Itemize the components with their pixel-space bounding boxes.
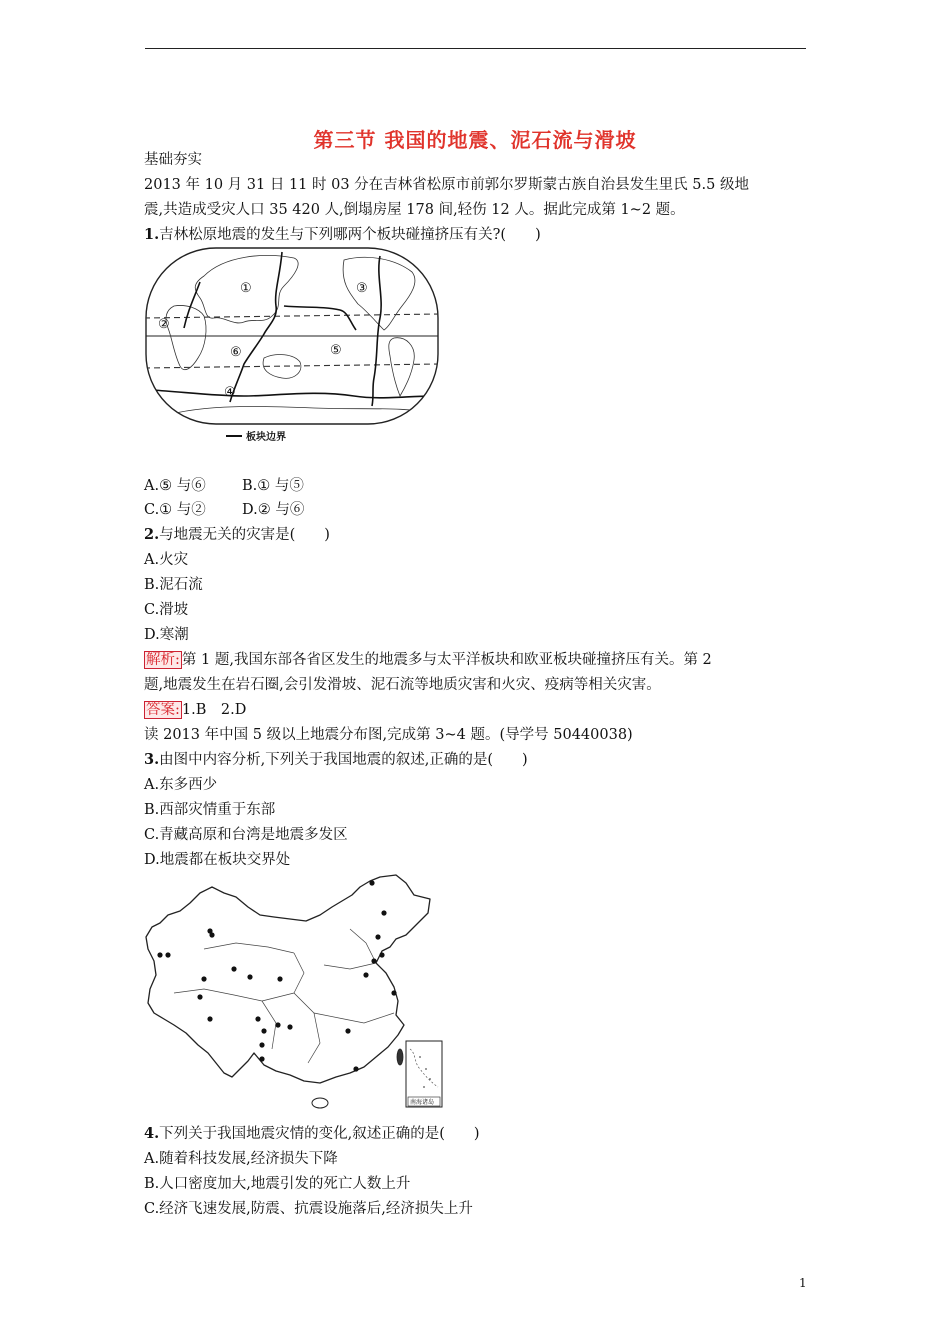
- answer-text: 1.B 2.D: [181, 702, 247, 718]
- earthquake-point: [379, 952, 384, 957]
- option-a[interactable]: A.东多西少: [144, 777, 218, 793]
- taiwan-island: [397, 1049, 403, 1065]
- answer-line: [144, 700, 246, 720]
- earthquake-point: [165, 952, 170, 957]
- question-number: 3.: [144, 751, 160, 768]
- earthquake-point: [209, 932, 214, 937]
- earthquake-point: [231, 966, 236, 971]
- option-c[interactable]: C.经济飞速发展,防震、抗震设施落后,经济损失上升: [144, 1201, 473, 1217]
- q1-options-row: [144, 476, 304, 496]
- earthquake-point: [255, 1016, 260, 1021]
- analysis-tag: 解析:: [146, 652, 180, 668]
- question-1: [144, 225, 541, 245]
- south-china-sea-inset: [406, 1041, 442, 1107]
- plate-label: ②: [158, 317, 170, 332]
- china-outline: [146, 875, 430, 1083]
- analysis-line: [144, 650, 712, 670]
- option-b[interactable]: B.泥石流: [144, 577, 203, 593]
- analysis-text: 题,地震发生在岩石圈,会引发滑坡、泥石流等地质灾害和火灾、疫病等相关灾害。: [144, 677, 661, 693]
- question-stem: 与地震无关的灾害是( ): [159, 527, 330, 543]
- option-c[interactable]: C.青藏高原和台湾是地震多发区: [144, 827, 348, 843]
- hainan-island: [312, 1098, 328, 1108]
- option-a[interactable]: A.随着科技发展,经济损失下降: [144, 1151, 338, 1167]
- section-label: 基础夯实: [144, 152, 202, 168]
- map-legend: 板块边界: [246, 432, 286, 443]
- option-c[interactable]: C.滑坡: [144, 602, 189, 618]
- inset-label: 南海诸岛: [410, 1099, 435, 1106]
- option-d[interactable]: D.地震都在板块交界处: [144, 852, 291, 868]
- analysis-text: 第 1 题,我国东部各省区发生的地震多与太平洋板块和欧亚板块碰撞挤压有关。第 2: [181, 652, 712, 668]
- option-b[interactable]: B.① 与⑤: [242, 478, 304, 494]
- earthquake-point: [369, 880, 374, 885]
- question-number: 4.: [144, 1125, 160, 1142]
- option-b[interactable]: B.人口密度加大,地震引发的死亡人数上升: [144, 1176, 411, 1192]
- plate-label: ④: [224, 385, 236, 400]
- earthquake-point: [345, 1028, 350, 1033]
- earthquake-point: [353, 1066, 358, 1071]
- intro-paragraph-line: 读 2013 年中国 5 级以上地震分布图,完成第 3~4 题。(导学号 50440038): [144, 727, 633, 743]
- earthquake-point: [381, 910, 386, 915]
- option-d[interactable]: D.寒潮: [144, 627, 189, 643]
- question-stem: 吉林松原地震的发生与下列哪两个板块碰撞挤压有关?( ): [159, 227, 541, 243]
- option-c[interactable]: C.① 与②: [144, 502, 206, 518]
- intro-paragraph-line: 2013 年 10 月 31 日 11 时 03 分在吉林省松原市前郭尔罗斯蒙古族自治县发生里氏 5.5 级地: [144, 177, 749, 193]
- earthquake-point: [371, 958, 376, 963]
- intro-paragraph-line: 震,共造成受灾人口 35 420 人,倒塌房屋 178 间,轻伤 12 人。据此完成第 1~2 题。: [144, 202, 685, 218]
- earthquake-point: [247, 974, 252, 979]
- plate-label: ⑥: [230, 345, 242, 360]
- earthquake-point: [363, 972, 368, 977]
- plate-label: ⑤: [330, 343, 342, 358]
- earthquake-point: [259, 1042, 264, 1047]
- option-a[interactable]: A.火灾: [144, 552, 189, 568]
- answer-tag: 答案:: [146, 702, 180, 718]
- page-number: 1: [799, 1276, 807, 1290]
- option-b[interactable]: B.西部灾情重于东部: [144, 802, 276, 818]
- question-stem: 下列关于我国地震灾情的变化,叙述正确的是( ): [159, 1126, 480, 1142]
- china-earthquake-map: [144, 873, 446, 1111]
- earthquake-point: [261, 1028, 266, 1033]
- earthquake-point: [207, 1016, 212, 1021]
- plate-label: ③: [356, 281, 368, 296]
- question-2: [144, 525, 330, 545]
- world-plate-map: [144, 246, 440, 444]
- earthquake-point: [259, 1056, 264, 1061]
- earthquake-point: [391, 990, 396, 995]
- question-number: 1.: [144, 226, 160, 243]
- option-d[interactable]: D.② 与⑥: [242, 502, 305, 518]
- earthquake-point: [201, 976, 206, 981]
- earthquake-point: [197, 994, 202, 999]
- option-a[interactable]: A.⑤ 与⑥: [144, 478, 206, 494]
- earthquake-point: [277, 976, 282, 981]
- question-stem: 由图中内容分析,下列关于我国地震的叙述,正确的是( ): [159, 752, 528, 768]
- question-3: [144, 750, 528, 770]
- question-4: [144, 1124, 480, 1144]
- page-title: 第三节 我国的地震、泥石流与滑坡: [313, 128, 637, 152]
- q1-options-row: [144, 500, 304, 520]
- earthquake-point: [275, 1022, 280, 1027]
- earthquake-point: [287, 1024, 292, 1029]
- earthquake-point: [375, 934, 380, 939]
- question-number: 2.: [144, 526, 160, 543]
- header-rule: [145, 48, 806, 49]
- plate-label: ①: [240, 281, 252, 296]
- earthquake-point: [157, 952, 162, 957]
